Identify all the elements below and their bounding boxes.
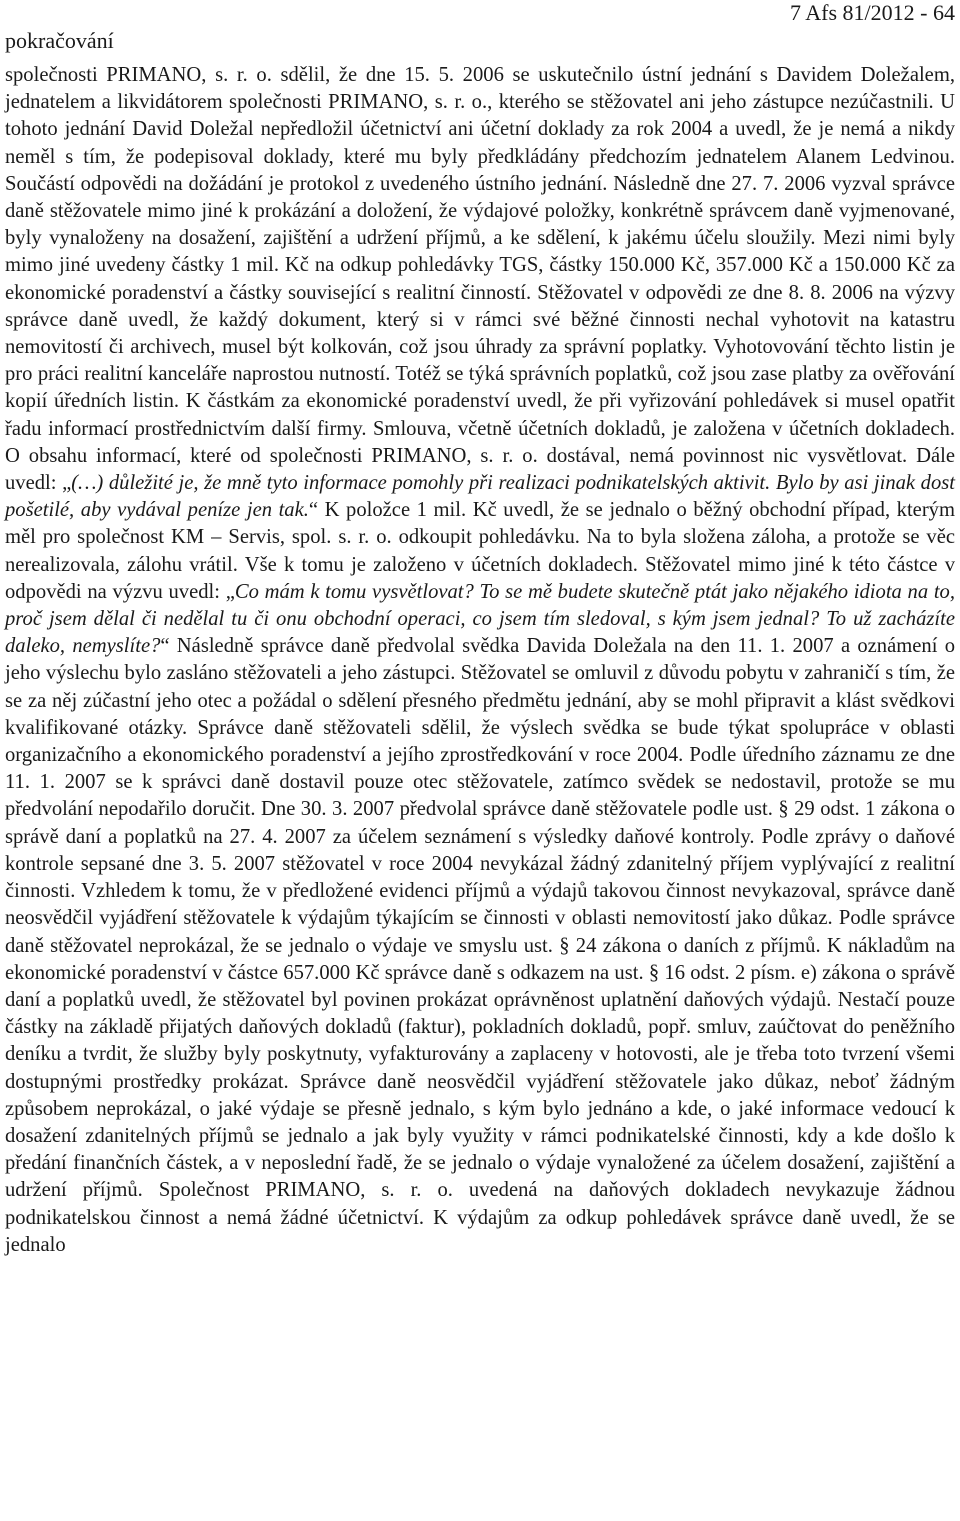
text-segment: 16 odst. 2 písm. e) zákona o správě daní a poplatků uvedl, že stěžovatel byl povinen prokázat oprávněnost uplatnění daňových výdajů. Nestačí pouze částky na základě přijatých daňových dokladů (faktur), pokladních dokladů, popř. smluv, zaúčtovat do peněžního deníku a tvrdit, že služby byly poskytnuty, vyfakturovány a zaplaceny v hotovosti, ale je třeba toto tvrzení všemi dostupnými prostředky prokázat. Správce daně neosvědčil vyjádření stěžovatele jako důkaz, neboť žádným způsobem neprokázal, o jaké výdaje se přesně jednalo, s kým bylo jednáno a kde, o jaké informace vedoucí k dosažení zdanitelných příjmů se jednalo a jak byly využity v rámci podnikatelské činnosti, kdy a kde došlo k předání finančních částek, a v neposlední řadě, že se jednalo o výdaje vynaložené za účelem dosažení, zajištění a udržení příjmů. Společnost PRIMANO, s. r. o. uvedená na daňových dokladech nevykazuje žádnou podnikatelskou činnost a nemá žádné účetnictví. K výdajům za odkup pohledávek správce daně uvedl, že se jednalo — [5, 961, 955, 1256]
quoted-statement: Co mám k tomu vysvětlovat? To se mě budete skutečně ptát jako nějakého idiota na to, proč jsem dělal či nedělal tu či onu obchodní operaci, co jsem tím sledoval, s kým jsem jednal? To už zacházíte daleko, nemyslíte? — [5, 580, 955, 658]
continuation-label: pokračování — [5, 28, 114, 53]
section-sign: § — [559, 934, 570, 957]
page-header — [5, 0, 955, 62]
text-segment: 29 odst. 1 zákona o správě daní a poplatků na 27. 4. 2007 za účelem seznámení s výsledky daňové kontroly. Podle zprávy o daňové kontrole sepsané dne 3. 5. 2007 stěžovatel v roce 2004 nevykázal žádný zdanitelný příjem vyplývající z realitní činnosti. Vzhledem k tomu, že v předložené evidenci příjmů a výdajů takovou činnost nevykazoval, správce daně neosvědčil vyjádření stěžovatele k výdajům týkajícím se činnosti v oblasti nemovitostí jako důkaz. Podle správce daně stěžovatel neprokázal, že se jednalo o výdaje ve smyslu ust. — [5, 798, 955, 957]
text-segment: “ K položce 1 mil. Kč uvedl, že se jednalo o běžný obchodní případ, kterým měl pro společnost KM – Servis, spol. s. r. o. odkoupit pohledávku. Na to byla složena záloha, a protože se věc nerealizovala, zálohu vrátil. Vše k tomu je založeno v účetních dokladech. Stěžovatel mimo jiné k této částce v odpovědi na výzvu uvedl: „ — [5, 499, 955, 603]
text-segment: “ Následně správce daně předvolal svědka Davida Doležala na den 11. 1. 2007 a oznámení o jeho výslechu bylo zasláno stěžovateli a jeho zástupci. Stěžovatel se omluvil z důvodu pobytu v zahraničí s tím, že se za něj zúčastní jeho otec a požádal o sdělení přesného předmětu jednání, aby se mohl připravit a klást svědkovi kvalifikované otázky. Správce daně stěžovateli sdělil, že výslech svědka se bude týkat spolupráce v oblasti organizačního a ekonomického poradenství a jejího zprostředkování v roce 2004. Podle úředního záznamu ze dne 11. 1. 2007 se k správci daně dostavil pouze otec stěžovatele, zatímco svědek se nedostavil, protože se mu předvolání nepodařilo doručit. Dne 30. 3. 2007 předvolal správce daně stěžovatele podle ust. — [5, 635, 955, 821]
text-segment: společnosti PRIMANO, s. r. o. sdělil, že dne 15. 5. 2006 se uskutečnilo ústní jednání s Davidem Doležalem, jednatelem a likvidátorem společnosti PRIMANO, s. r. o., kterého se stěžovatel ani jeho zástupce nezúčastnili. U tohoto jednání David Doležal nepředložil účetnictví ani účetní doklady za rok 2004 a uvedl, že je nemá a nikdy neměl s tím, že podepisoval doklady, které mu byly předkládány předchozím jednatelem Alanem Ledvinou. Součástí odpovědi na dožádání je protokol z uvedeného ústního jednání. Následně dne 27. 7. 2006 vyzval správce daně stěžovatele mimo jiné k prokázání a doložení, že výdajové položky, konkrétně správcem daně vyjmenované, byly vynaloženy na dosažení, zajištění a udržení příjmů, a ke sdělení, k jakému účelu sloužily. Mezi nimi byly mimo jiné uvedeny částky 1 mil. Kč na odkup pohledávky TGS, částky 150.000 Kč, 357.000 Kč a 150.000 Kč za ekonomické poradenství a částky související s realitní činností. Stěžovatel v odpovědi ze dne 8. 8. 2006 na výzvy správce daně uvedl, že každý dokument, který si v rámci své běžné činnosti nechal vyhotovit na katastru nemovitostí či archivech, musel být kolkován, což jsou úhrady za správní poplatky. Vyhotovování těchto listin je pro práci realitní kanceláře naprostou nutností. Totéž se týká správních poplatků, což jsou zase platby za ověřování kopií úředních listin. K částkám za ekonomické poradenství uvedl, že při vyřizování pohledávek si musel opatřit řadu informací prostřednictvím další firmy. Smlouva, včetně účetních dokladů, je založena v účetních dokladech. O obsahu informací, které od společnosti PRIMANO, s. r. o. dostával, nemá povinnost nic vysvětlovat. Dále uvedl: „ — [5, 64, 955, 495]
section-sign: § — [648, 961, 660, 984]
document-page — [5, 0, 955, 1259]
quoted-statement: (…) důležité je, že mně tyto informace pomohly při realizaci podnikatelských aktivit. Bylo by asi jinak dost pošetilé, aby vydával peníze jen tak. — [5, 472, 956, 522]
body-paragraph — [5, 62, 955, 1259]
case-number: 7 Afs 81/2012 - 64 — [790, 0, 955, 25]
text-segment: 24 zákona o daních z příjmů. K nákladům na ekonomické poradenství v částce 657.000 Kč správce daně s odkazem na ust. — [5, 934, 956, 984]
section-sign: § — [778, 798, 789, 821]
